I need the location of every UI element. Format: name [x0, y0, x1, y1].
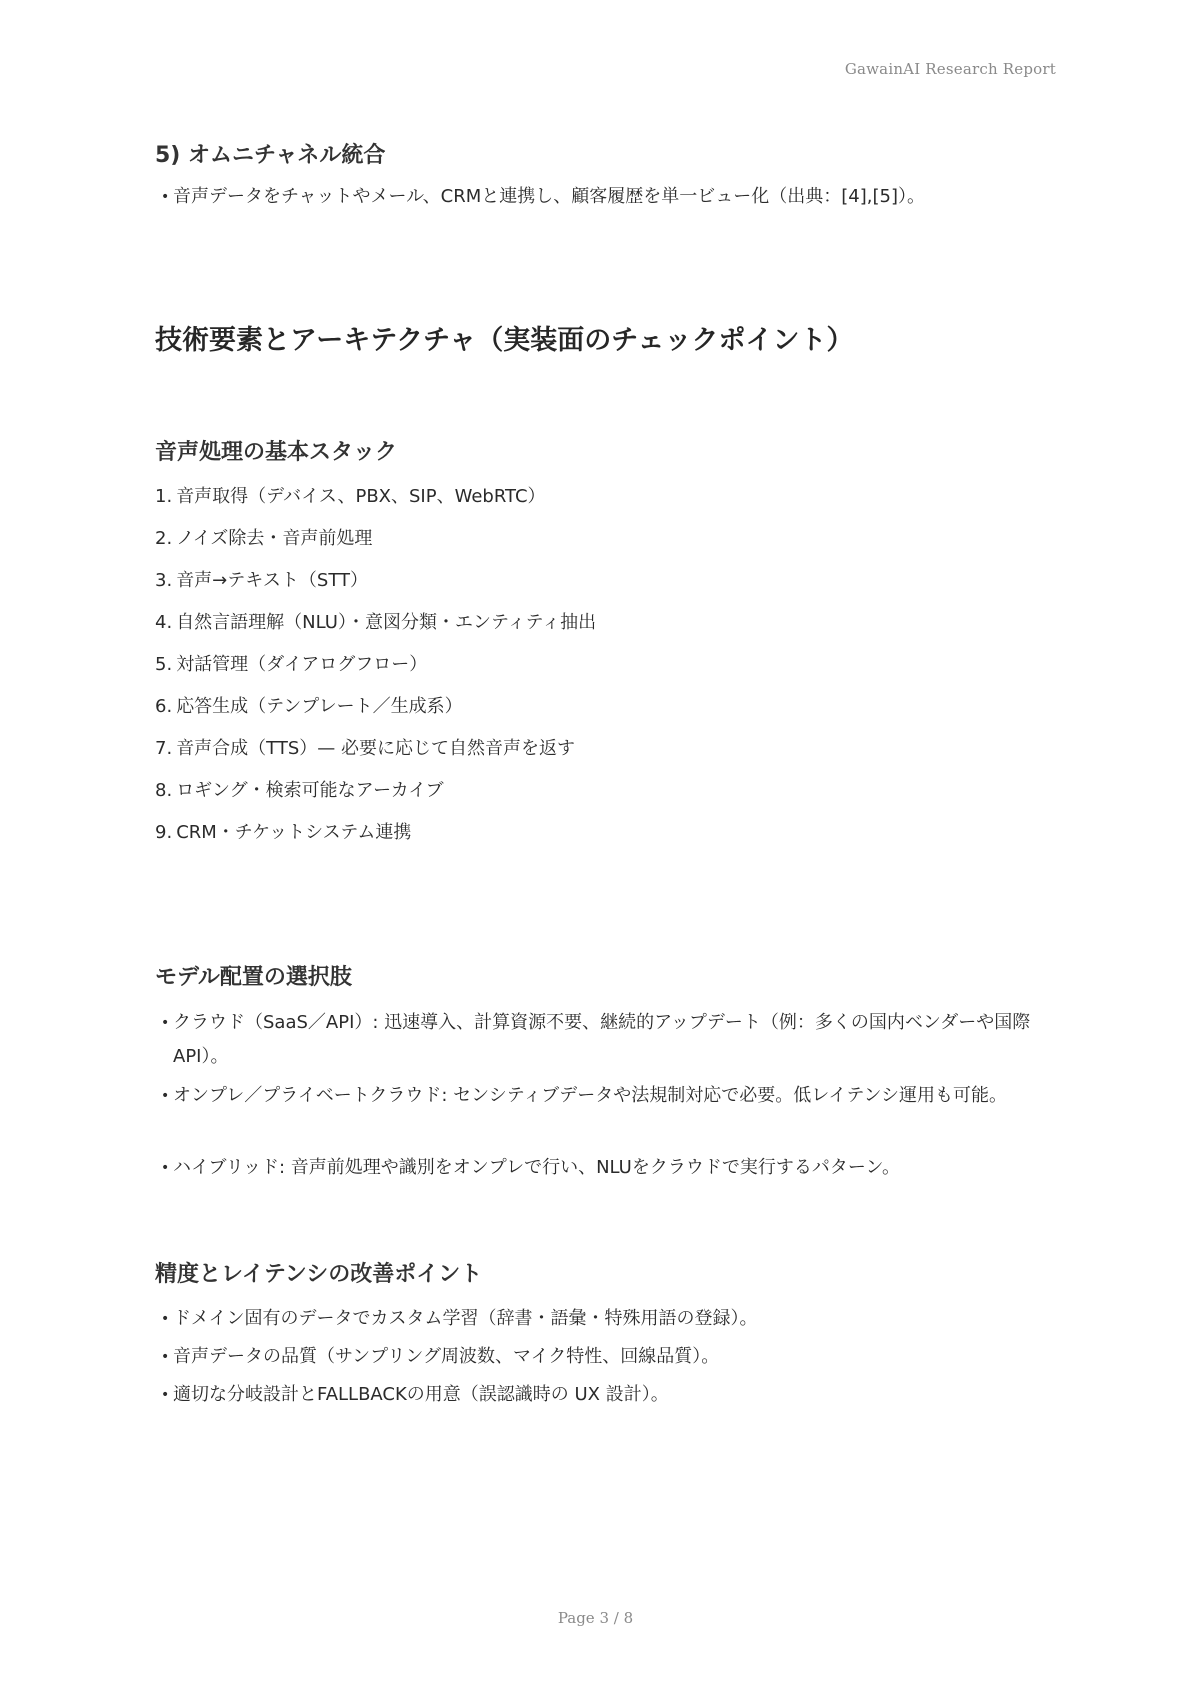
list-item: • 音声データをチャットやメール、CRMと連携し、顧客履歴を単一ビュー化（出典：[4],[5]）。 [173, 180, 1043, 214]
subsection-heading-stack: 音声処理の基本スタック [155, 440, 398, 465]
list-item: 3. 音声→テキスト（STT） [155, 570, 369, 591]
running-header: GawainAI Research Report [844, 60, 1056, 78]
list-item: 1. 音声取得（デバイス、PBX、SIP、WebRTC） [155, 486, 546, 507]
bullet-icon: • [161, 1349, 170, 1365]
bullet-icon: • [161, 1311, 170, 1327]
list-item: • ハイブリッド: 音声前処理や識別をオンプレで行い、NLUをクラウドで実行するパターン。 [173, 1151, 1043, 1185]
list-item: • ドメイン固有のデータでカスタム学習（辞書・語彙・特殊用語の登録）。 [173, 1302, 1043, 1336]
section-heading-architecture: 技術要素とアーキテクチャ（実装面のチェックポイント） [155, 325, 854, 356]
list-item: • クラウド（SaaS／API）: 迅速導入、計算資源不要、継続的アップデート（例：多くの国内ベンダーや国際API）。 [173, 1006, 1043, 1074]
page-number: Page 3 / 8 [557, 1609, 634, 1627]
list-item: 7. 音声合成（TTS）— 必要に応じて自然音声を返す [155, 738, 576, 759]
list-item: 9. CRM・チケットシステム連携 [155, 822, 412, 843]
list-item: 6. 応答生成（テンプレート／生成系） [155, 696, 463, 717]
bullet-icon: • [161, 1088, 170, 1104]
list-item: 8. ロギング・検索可能なアーカイブ [155, 780, 444, 801]
bullet-icon: • [161, 1387, 170, 1403]
subsection-heading-deployment: モデル配置の選択肢 [155, 965, 352, 990]
bullet-icon: • [161, 189, 170, 205]
list-item: • オンプレ／プライベートクラウド: センシティブデータや法規制対応で必要。低レイテンシ運用も可能。 [173, 1079, 1043, 1113]
subsection-heading-accuracy: 精度とレイテンシの改善ポイント [155, 1262, 483, 1287]
list-item: 5. 対話管理（ダイアログフロー） [155, 654, 428, 675]
section-heading-omnichannel: 5) オムニチャネル統合 [155, 143, 386, 168]
bullet-icon: • [161, 1160, 170, 1176]
list-item: 2. ノイズ除去・音声前処理 [155, 528, 373, 549]
list-item: • 適切な分岐設計とFALLBACKの用意（誤認識時の UX 設計）。 [173, 1378, 1043, 1412]
list-item: 4. 自然言語理解（NLU）・意図分類・エンティティ抽出 [155, 612, 597, 633]
bullet-icon: • [161, 1015, 170, 1031]
list-item: • 音声データの品質（サンプリング周波数、マイク特性、回線品質）。 [173, 1340, 1043, 1374]
